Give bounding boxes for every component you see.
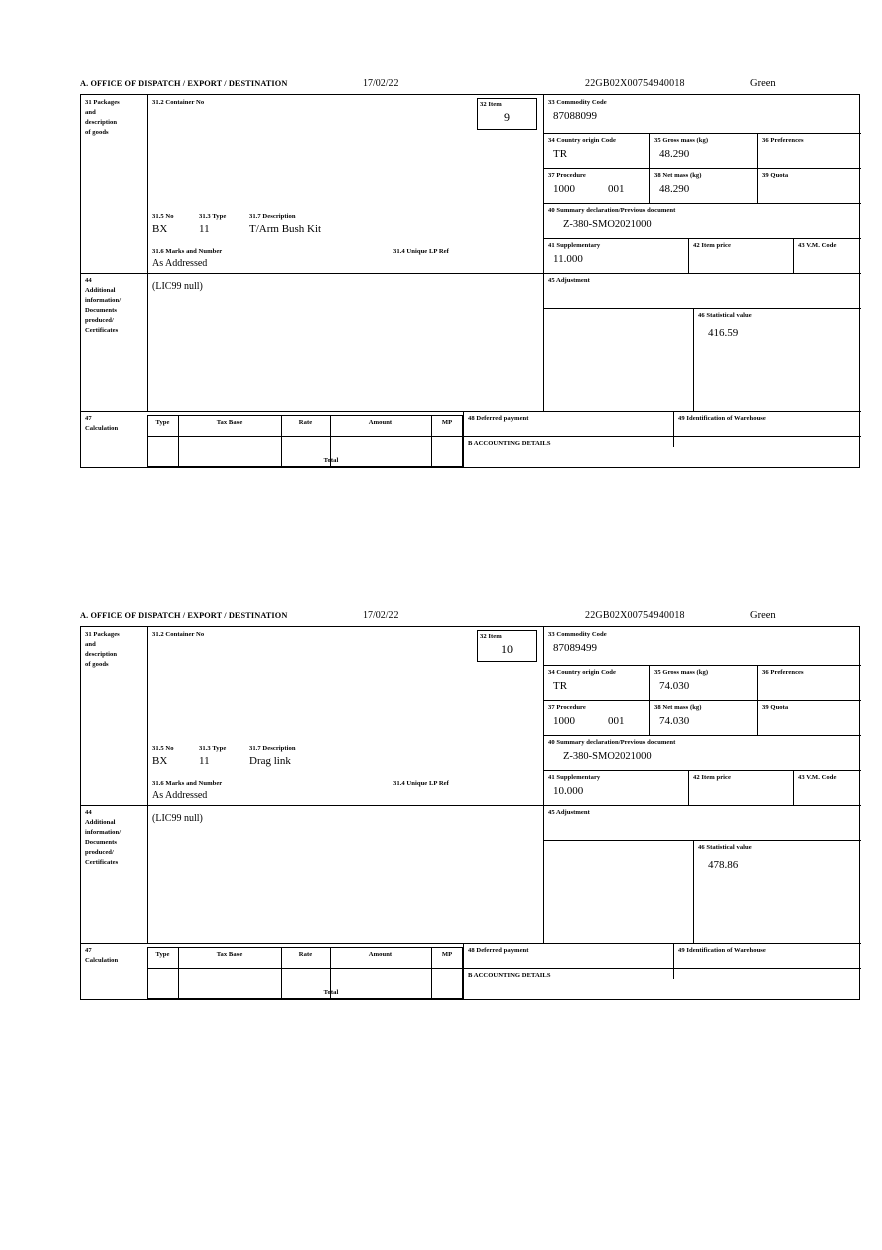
supplementary-label: 41 Supplementary — [548, 242, 601, 249]
lane-status-2: Green — [750, 610, 776, 621]
divider-35-36-2 — [757, 665, 758, 700]
marks-value: As Addressed — [152, 258, 208, 269]
divider-above-44 — [81, 273, 543, 274]
marks-label: 31.6 Marks and Number — [152, 248, 223, 255]
gross-mass-label: 35 Gross mass (kg) — [654, 137, 709, 144]
statistical-value-label-2: 46 Statistical value — [698, 844, 752, 851]
additional-info-value: (LIC99 null) — [152, 281, 203, 292]
divider-below-40-2 — [543, 770, 861, 771]
supplementary-value: 11.000 — [553, 253, 583, 265]
divider-above-47-2 — [81, 943, 861, 944]
col-mp-label: MP — [441, 419, 453, 426]
divider-below-45 — [543, 308, 861, 309]
packages-label-2-l2: and — [85, 641, 96, 648]
office-label-2: A. OFFICE OF DISPATCH / EXPORT / DESTINATION — [80, 611, 288, 620]
additional-label-l2: information/ — [85, 297, 122, 304]
additional-label-2-l4: produced/ — [85, 849, 114, 856]
calculation-label-2-l2: Calculation — [85, 957, 119, 964]
additional-label-l1: Additional — [85, 287, 116, 294]
packages-label-2-l3: description — [85, 651, 118, 658]
total-label: Total — [323, 457, 339, 464]
divider-below-34 — [543, 168, 861, 169]
declaration-box-2 — [80, 626, 860, 1000]
col-amount-label-2: Amount — [368, 951, 393, 958]
divider-below-37 — [543, 203, 861, 204]
divider-below-41 — [543, 273, 861, 274]
packages-description-label: 31.7 Description — [249, 213, 296, 220]
additional-label-2-l2: information/ — [85, 829, 122, 836]
declaration-box-1 — [80, 94, 860, 468]
procedure-value-1-2: 1000 — [553, 715, 575, 727]
divider-before-48-2 — [463, 943, 464, 999]
declaration-date: 17/02/22 — [363, 78, 399, 89]
declaration-form-2 — [80, 610, 862, 1000]
packages-label-l3: description — [85, 119, 118, 126]
divider-38-39 — [757, 168, 758, 203]
divider-42-43-2 — [793, 770, 794, 805]
divider-below-commodity — [543, 133, 861, 134]
supplementary-label-2: 41 Supplementary — [548, 774, 601, 781]
col-type-label-2: Type — [155, 951, 170, 958]
vm-code-label: 43 V.M. Code — [798, 242, 837, 249]
item-number-value-2: 10 — [501, 642, 513, 656]
calculation-47-label: 47 — [85, 415, 92, 422]
col-amount-label: Amount — [368, 419, 393, 426]
packages-description-value: T/Arm Bush Kit — [249, 223, 322, 235]
quota-label: 39 Quota — [762, 172, 789, 179]
packages-no-value: BX — [152, 223, 168, 235]
form-header-1 — [80, 78, 862, 94]
divider-41-42-2 — [688, 770, 689, 805]
divider-before-48 — [463, 411, 464, 467]
packages-no-label-2: 31.5 No — [152, 745, 174, 752]
accounting-details-label-2: B ACCOUNTING DETAILS — [468, 972, 551, 979]
statistical-value-value: 416.59 — [708, 327, 739, 339]
procedure-value-2: 001 — [608, 183, 625, 195]
container-no-label: 31.2 Container No — [152, 99, 205, 106]
additional-label-2-l3: Documents — [85, 839, 117, 846]
divider-left-column — [147, 95, 148, 411]
summary-declaration-label: 40 Summary declaration/Previous document — [548, 207, 676, 214]
divider-46 — [693, 308, 694, 411]
identification-warehouse-label: 49 Identification of Warehouse — [678, 415, 766, 422]
divider-41-42 — [688, 238, 689, 273]
net-mass-label: 38 Net mass (kg) — [654, 172, 702, 179]
col-rate-label: Rate — [298, 419, 313, 426]
commodity-code-label-2: 33 Commodity Code — [548, 631, 607, 638]
packages-no-value-2: BX — [152, 755, 168, 767]
deferred-payment-label-2: 48 Deferred payment — [468, 947, 529, 954]
deferred-payment-label: 48 Deferred payment — [468, 415, 529, 422]
divider-below-48-2 — [463, 968, 861, 969]
supplementary-value-2: 10.000 — [553, 785, 584, 797]
additional-label-2-l5: Certificates — [85, 859, 119, 866]
divider-38-39-2 — [757, 700, 758, 735]
item-price-label-2: 42 Item price — [693, 774, 732, 781]
procedure-value-2-2: 001 — [608, 715, 625, 727]
country-origin-label-2: 34 Country origin Code — [548, 669, 616, 676]
dotted-divider-2 — [543, 840, 544, 943]
additional-label-2-l1: Additional — [85, 819, 116, 826]
packages-type-label-2: 31.3 Type — [199, 745, 227, 752]
procedure-label-2: 37 Procedure — [548, 704, 586, 711]
gross-mass-value-2: 74.030 — [659, 680, 690, 692]
divider-48-49 — [673, 411, 674, 447]
divider-34-35 — [649, 133, 650, 168]
packages-type-value: 11 — [199, 223, 210, 235]
packages-label-l2: and — [85, 109, 96, 116]
form-header-2 — [80, 610, 862, 626]
net-mass-value: 48.290 — [659, 183, 690, 195]
packages-label-2-l4: of goods — [85, 661, 109, 668]
gross-mass-value: 48.290 — [659, 148, 690, 160]
item-no-label: 32 Item — [480, 101, 502, 108]
divider-above-44-2 — [81, 805, 543, 806]
marks-value-2: As Addressed — [152, 790, 208, 801]
commodity-code-label: 33 Commodity Code — [548, 99, 607, 106]
packages-description-value-2: Drag link — [249, 755, 291, 767]
unique-lp-ref-label-2: 31.4 Unique LP Ref — [393, 780, 449, 787]
vm-code-label-2: 43 V.M. Code — [798, 774, 837, 781]
divider-left-column-2 — [147, 627, 148, 943]
calculation-47-label-2: 47 — [85, 947, 92, 954]
country-origin-label: 34 Country origin Code — [548, 137, 616, 144]
additional-label-l3: Documents — [85, 307, 117, 314]
statistical-value-label: 46 Statistical value — [698, 312, 752, 319]
country-origin-value-2: TR — [553, 680, 568, 692]
additional-44-label: 44 — [85, 277, 92, 284]
mrn-number: 22GB02X00754940018 — [585, 78, 685, 89]
additional-label-l4: produced/ — [85, 317, 114, 324]
declaration-date-2: 17/02/22 — [363, 610, 399, 621]
divider-below-commodity-2 — [543, 665, 861, 666]
divider-below-34-2 — [543, 700, 861, 701]
accounting-details-label: B ACCOUNTING DETAILS — [468, 440, 551, 447]
summary-declaration-value: Z-380-SMO2021000 — [563, 219, 652, 230]
packages-description-label-2: 31.7 Description — [249, 745, 296, 752]
quota-label-2: 39 Quota — [762, 704, 789, 711]
unique-lp-ref-label: 31.4 Unique LP Ref — [393, 248, 449, 255]
item-number-box — [477, 98, 537, 130]
divider-below-48 — [463, 436, 861, 437]
item-number-value: 9 — [504, 110, 510, 124]
net-mass-value-2: 74.030 — [659, 715, 690, 727]
net-mass-label-2: 38 Net mass (kg) — [654, 704, 702, 711]
packages-label: 31 Packages — [85, 99, 120, 106]
packages-no-label: 31.5 No — [152, 213, 174, 220]
divider-below-45-2 — [543, 840, 861, 841]
divider-34-35-2 — [649, 665, 650, 700]
divider-35-36 — [757, 133, 758, 168]
packages-type-label: 31.3 Type — [199, 213, 227, 220]
adjustment-label: 45 Adjustment — [548, 277, 590, 284]
item-no-label-2: 32 Item — [480, 633, 502, 640]
divider-46-2 — [693, 840, 694, 943]
col-tax-base-label-2: Tax Base — [216, 951, 243, 958]
divider-42-43 — [793, 238, 794, 273]
calculation-header-divider-2 — [147, 968, 463, 969]
commodity-code-value: 87088099 — [553, 110, 597, 122]
preferences-label-2: 36 Preferences — [762, 669, 804, 676]
total-label-2: Total — [323, 989, 339, 996]
office-label: A. OFFICE OF DISPATCH / EXPORT / DESTINATION — [80, 79, 288, 88]
item-price-label: 42 Item price — [693, 242, 732, 249]
divider-below-41-2 — [543, 805, 861, 806]
packages-label-l4: of goods — [85, 129, 109, 136]
marks-label-2: 31.6 Marks and Number — [152, 780, 223, 787]
lane-status: Green — [750, 78, 776, 89]
declaration-form-1 — [80, 78, 862, 468]
col-rate-label-2: Rate — [298, 951, 313, 958]
calculation-header-divider — [147, 436, 463, 437]
col-type-label: Type — [155, 419, 170, 426]
calculation-label-l2: Calculation — [85, 425, 119, 432]
procedure-value-1: 1000 — [553, 183, 575, 195]
packages-label-2: 31 Packages — [85, 631, 120, 638]
mrn-number-2: 22GB02X00754940018 — [585, 610, 685, 621]
identification-warehouse-label-2: 49 Identification of Warehouse — [678, 947, 766, 954]
item-number-box-2 — [477, 630, 537, 662]
summary-declaration-label-2: 40 Summary declaration/Previous document — [548, 739, 676, 746]
container-no-label-2: 31.2 Container No — [152, 631, 205, 638]
adjustment-label-2: 45 Adjustment — [548, 809, 590, 816]
divider-37-38-2 — [649, 700, 650, 735]
additional-44-label-2: 44 — [85, 809, 92, 816]
packages-type-value-2: 11 — [199, 755, 210, 767]
statistical-value-value-2: 478.86 — [708, 859, 739, 871]
divider-above-47 — [81, 411, 861, 412]
divider-below-37-2 — [543, 735, 861, 736]
preferences-label: 36 Preferences — [762, 137, 804, 144]
gross-mass-label-2: 35 Gross mass (kg) — [654, 669, 709, 676]
col-tax-base-label: Tax Base — [216, 419, 243, 426]
col-mp-label-2: MP — [441, 951, 453, 958]
divider-below-40 — [543, 238, 861, 239]
summary-declaration-value-2: Z-380-SMO2021000 — [563, 751, 652, 762]
divider-48-49-2 — [673, 943, 674, 979]
commodity-code-value-2: 87089499 — [553, 642, 597, 654]
additional-label-l5: Certificates — [85, 327, 119, 334]
country-origin-value: TR — [553, 148, 568, 160]
dotted-divider — [543, 308, 544, 411]
additional-info-value-2: (LIC99 null) — [152, 813, 203, 824]
divider-37-38 — [649, 168, 650, 203]
procedure-label: 37 Procedure — [548, 172, 586, 179]
